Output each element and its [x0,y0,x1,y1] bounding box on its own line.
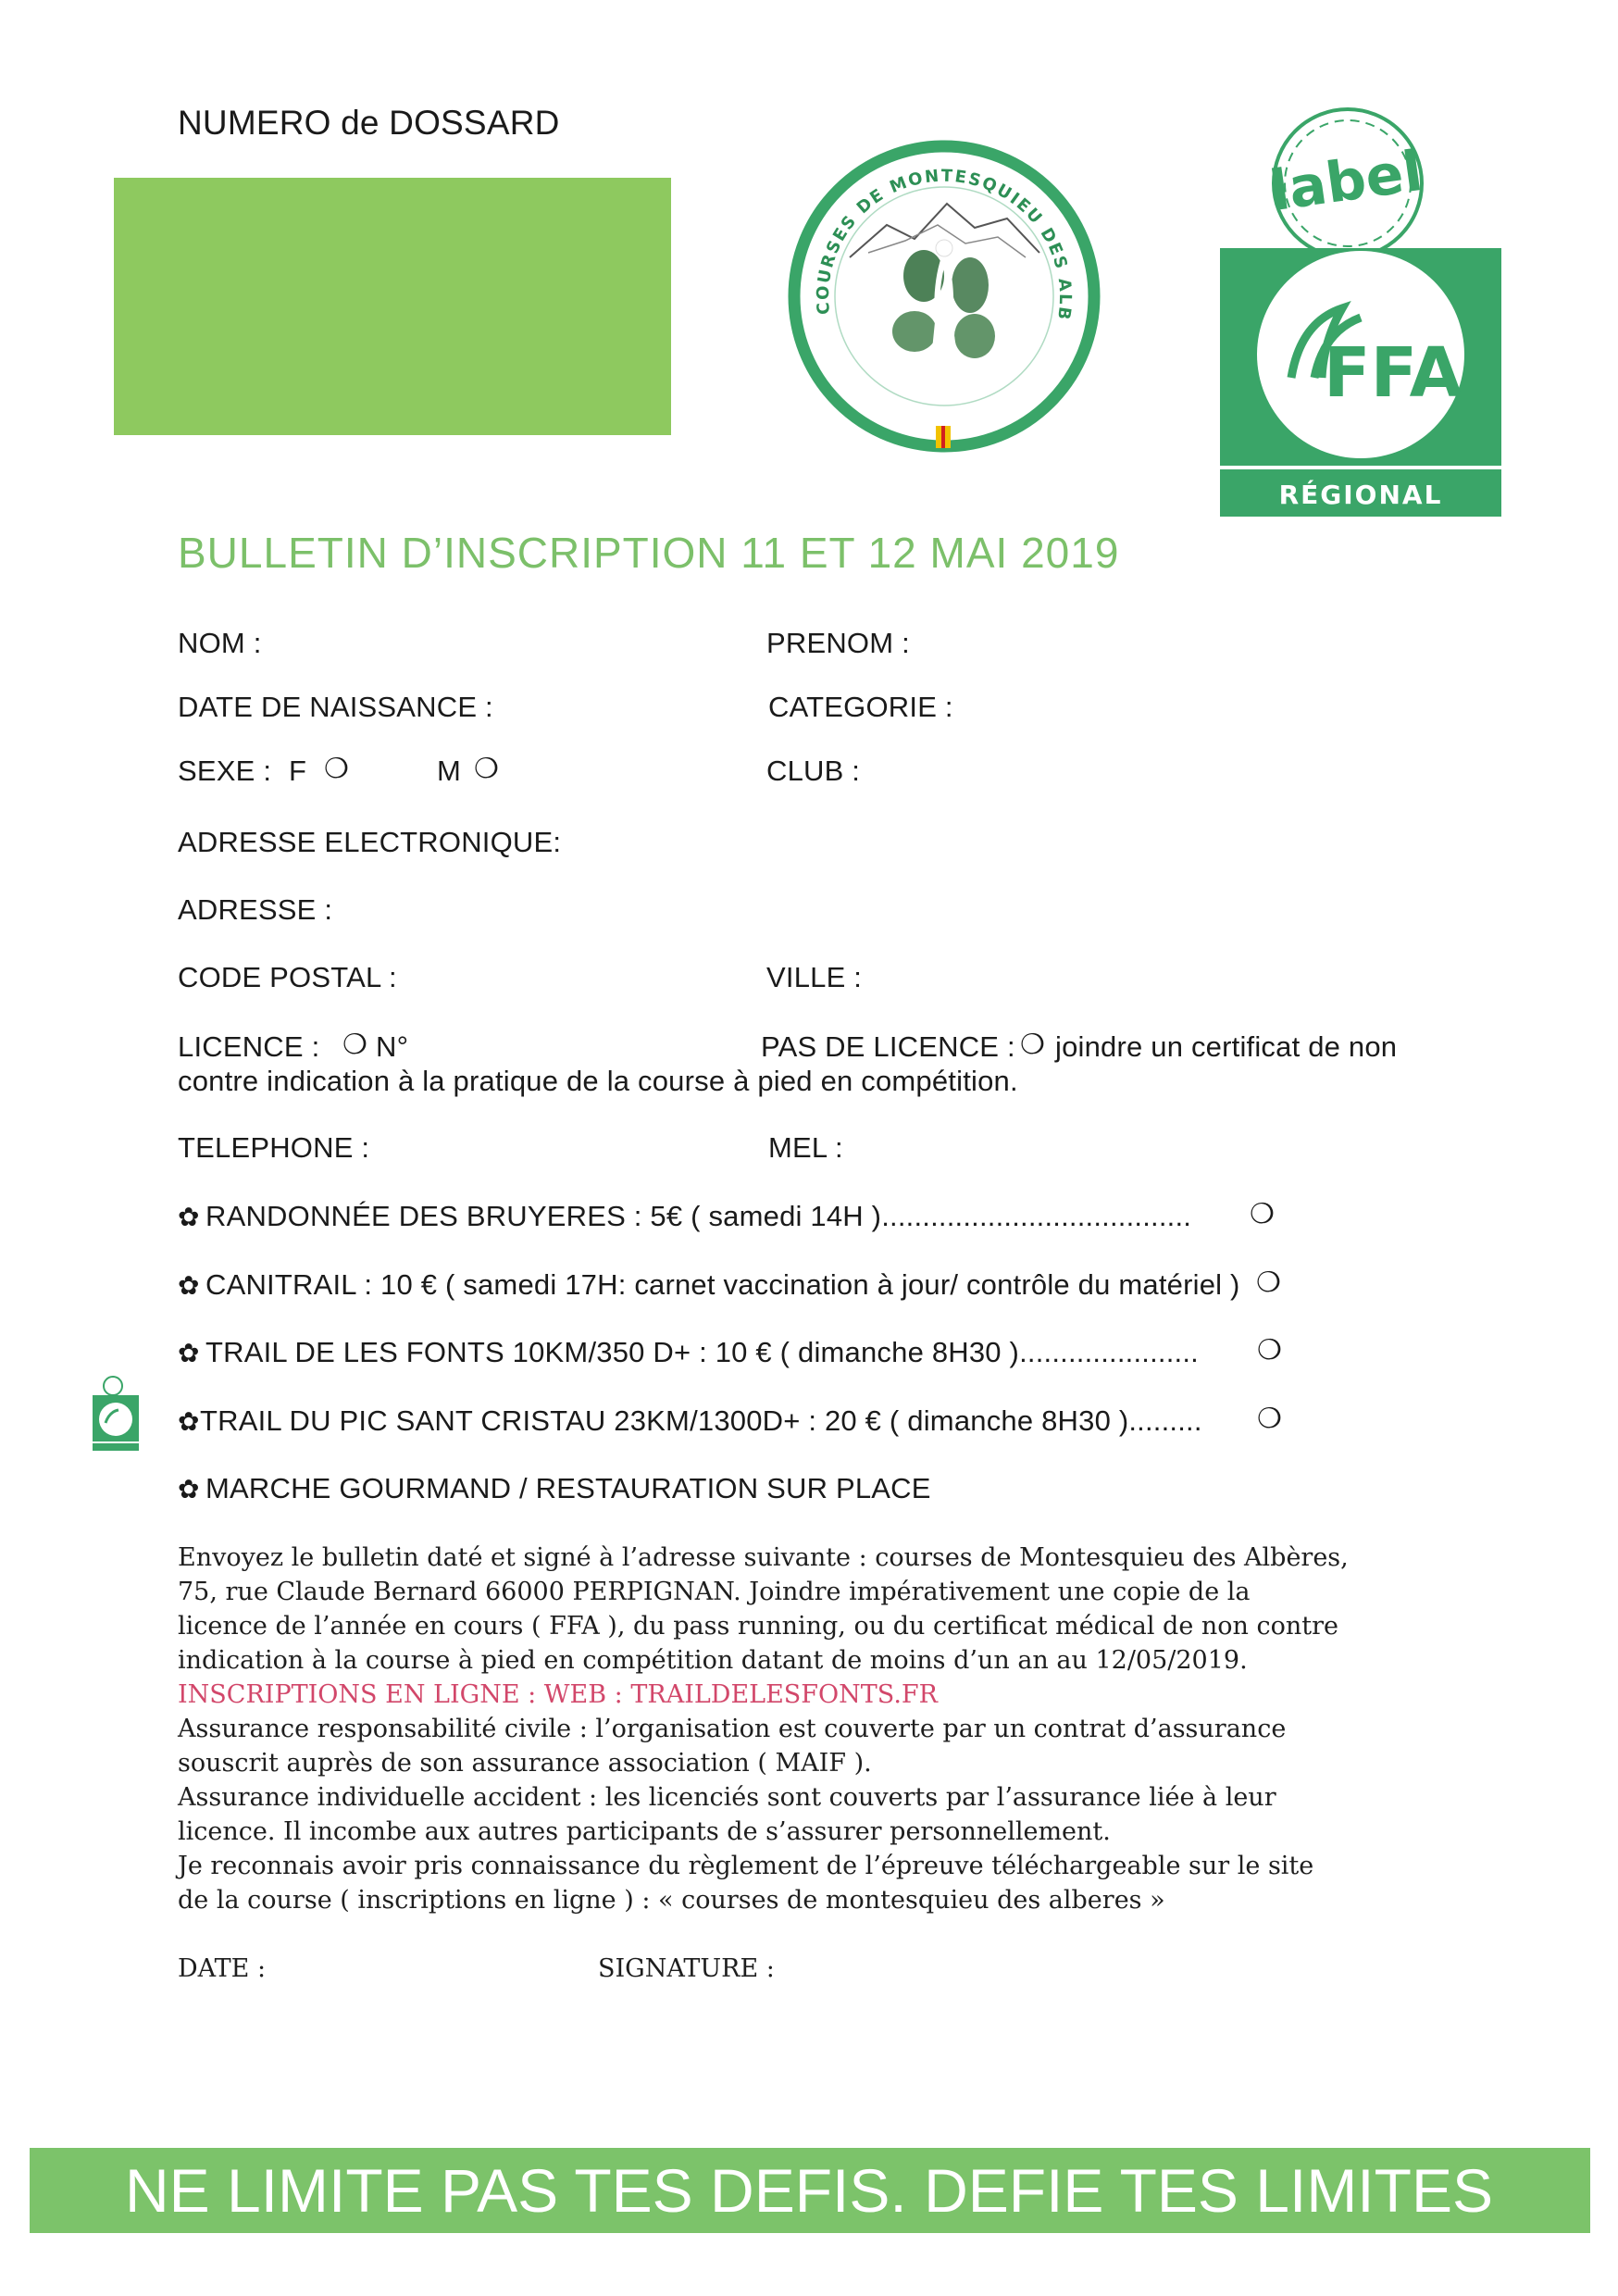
instruction-line: licence. Il incombe aux autres participants de s’assurer personnellement. [178,1817,1111,1846]
race-radio-pic-sant-cristau[interactable]: ❍ [1257,1404,1283,1434]
pas-de-licence-text: joindre un certificat de non [1055,1030,1398,1063]
instruction-line: Assurance individuelle accident : les licenciés sont couverts par l’assurance liée à leur [178,1783,1276,1812]
club-logo-text: COURSES DE MONTESQUIEU DES ALB [813,166,1076,323]
sexe-f-radio[interactable]: ❍ [324,754,350,784]
sexe-m-radio[interactable]: ❍ [474,754,500,784]
dossard-number-box[interactable] [114,178,671,435]
online-registration-link[interactable]: INSCRIPTIONS EN LIGNE : WEB : TRAILDELESFONTS.FR [178,1680,938,1709]
race-option-marche-gourmand [178,1472,931,1505]
field-nom[interactable]: NOM : [178,627,262,659]
field-categorie[interactable]: CATEGORIE : [768,691,953,723]
race-option-trail-fonts [178,1336,1199,1369]
licence-number-label[interactable]: N° [376,1030,409,1063]
instruction-line: souscrit auprès de son assurance association ( MAIF ). [178,1749,872,1778]
race-radio-canitrail[interactable]: ❍ [1256,1267,1282,1298]
pas-de-licence-label: PAS DE LICENCE : [761,1030,1015,1063]
field-telephone[interactable]: TELEPHONE : [178,1131,370,1164]
footer-slogan: NE LIMITE PAS TES DEFIS. DEFIE TES LIMITES [124,2156,1493,2225]
race-option-randonnee [178,1200,1191,1233]
field-ville[interactable]: VILLE : [766,961,863,993]
licence-radio[interactable]: ❍ [342,1029,368,1060]
label-word: label [1265,138,1427,225]
race-label: RANDONNÉE DES BRUYERES : 5€ ( samedi 14H )...................................... [205,1200,1192,1232]
race-label: CANITRAIL : 10 € ( samedi 17H: carnet vaccination à jour/ contrôle du matériel ) [205,1268,1240,1301]
ffa-text: FFA [1324,333,1462,413]
field-adresse-electronique[interactable]: ADRESSE ELECTRONIQUE: [178,826,562,858]
flower-bullet-icon: ✿ [178,1475,200,1504]
field-club[interactable]: CLUB : [766,755,861,787]
club-logo [785,137,1103,455]
field-mel[interactable]: MEL : [768,1131,843,1164]
pas-de-licence-radio[interactable]: ❍ [1020,1029,1046,1060]
flower-bullet-icon: ✿ [178,1271,200,1300]
field-sexe-label: SEXE : [178,755,272,787]
field-adresse[interactable]: ADRESSE : [178,893,333,926]
race-radio-trail-fonts[interactable]: ❍ [1257,1335,1283,1366]
flower-bullet-icon: ✿ [178,1339,200,1367]
ffa-label-logo [1213,100,1509,517]
instruction-line: Assurance responsabilité civile : l’organisation est couverte par un contrat d’assurance [178,1715,1287,1743]
race-option-pic-sant-cristau [178,1404,1202,1438]
instruction-line: licence de l’année en cours ( FFA ), du pass running, ou du certificat médical de non contre [178,1612,1339,1641]
sexe-f-label: F [289,755,307,787]
race-option-canitrail [178,1268,1240,1302]
instruction-line: indication à la course à pied en compétition datant de moins d’un an au 12/05/2019. [178,1646,1248,1675]
field-prenom[interactable]: PRENOM : [766,627,910,659]
pas-de-licence-text-2: contre indication à la pratique de la course à pied en compétition. [178,1065,1018,1097]
instruction-line: Envoyez le bulletin daté et signé à l’adresse suivante : courses de Montesquieu des Albères, [178,1543,1349,1572]
field-licence-label: LICENCE : [178,1030,320,1063]
ffa-label-small-icon [87,1375,144,1456]
date-field[interactable]: DATE : [178,1954,267,1983]
dossard-label: NUMERO de DOSSARD [178,104,560,142]
instructions [178,1541,1474,1917]
sexe-m-label: M [437,755,462,787]
flower-bullet-icon: ✿ [178,1407,200,1436]
race-label: TRAIL DU PIC SANT CRISTAU 23KM/1300D+ : 20 € ( dimanche 8H30 )......... [200,1404,1202,1437]
field-code-postal[interactable]: CODE POSTAL : [178,961,397,993]
instruction-line: 75, rue Claude Bernard 66000 PERPIGNAN. Joindre impérativement une copie de la [178,1578,1251,1606]
race-radio-randonnee[interactable]: ❍ [1250,1199,1276,1229]
regional-text: RÉGIONAL [1278,480,1443,510]
instruction-line: Je reconnais avoir pris connaissance du règlement de l’épreuve téléchargeable sur le site [178,1852,1314,1880]
signature-field[interactable]: SIGNATURE : [598,1954,775,1983]
page-title: BULLETIN D’INSCRIPTION 11 ET 12 MAI 2019 [178,529,1120,577]
field-date-naissance[interactable]: DATE DE NAISSANCE : [178,691,493,723]
race-label: MARCHE GOURMAND / RESTAURATION SUR PLACE [205,1472,931,1504]
instruction-line: de la course ( inscriptions en ligne ) : « courses de montesquieu des alberes » [178,1886,1165,1915]
flower-bullet-icon: ✿ [178,1203,200,1231]
race-label: TRAIL DE LES FONTS 10KM/350 D+ : 10 € ( dimanche 8H30 )...................... [205,1336,1199,1368]
